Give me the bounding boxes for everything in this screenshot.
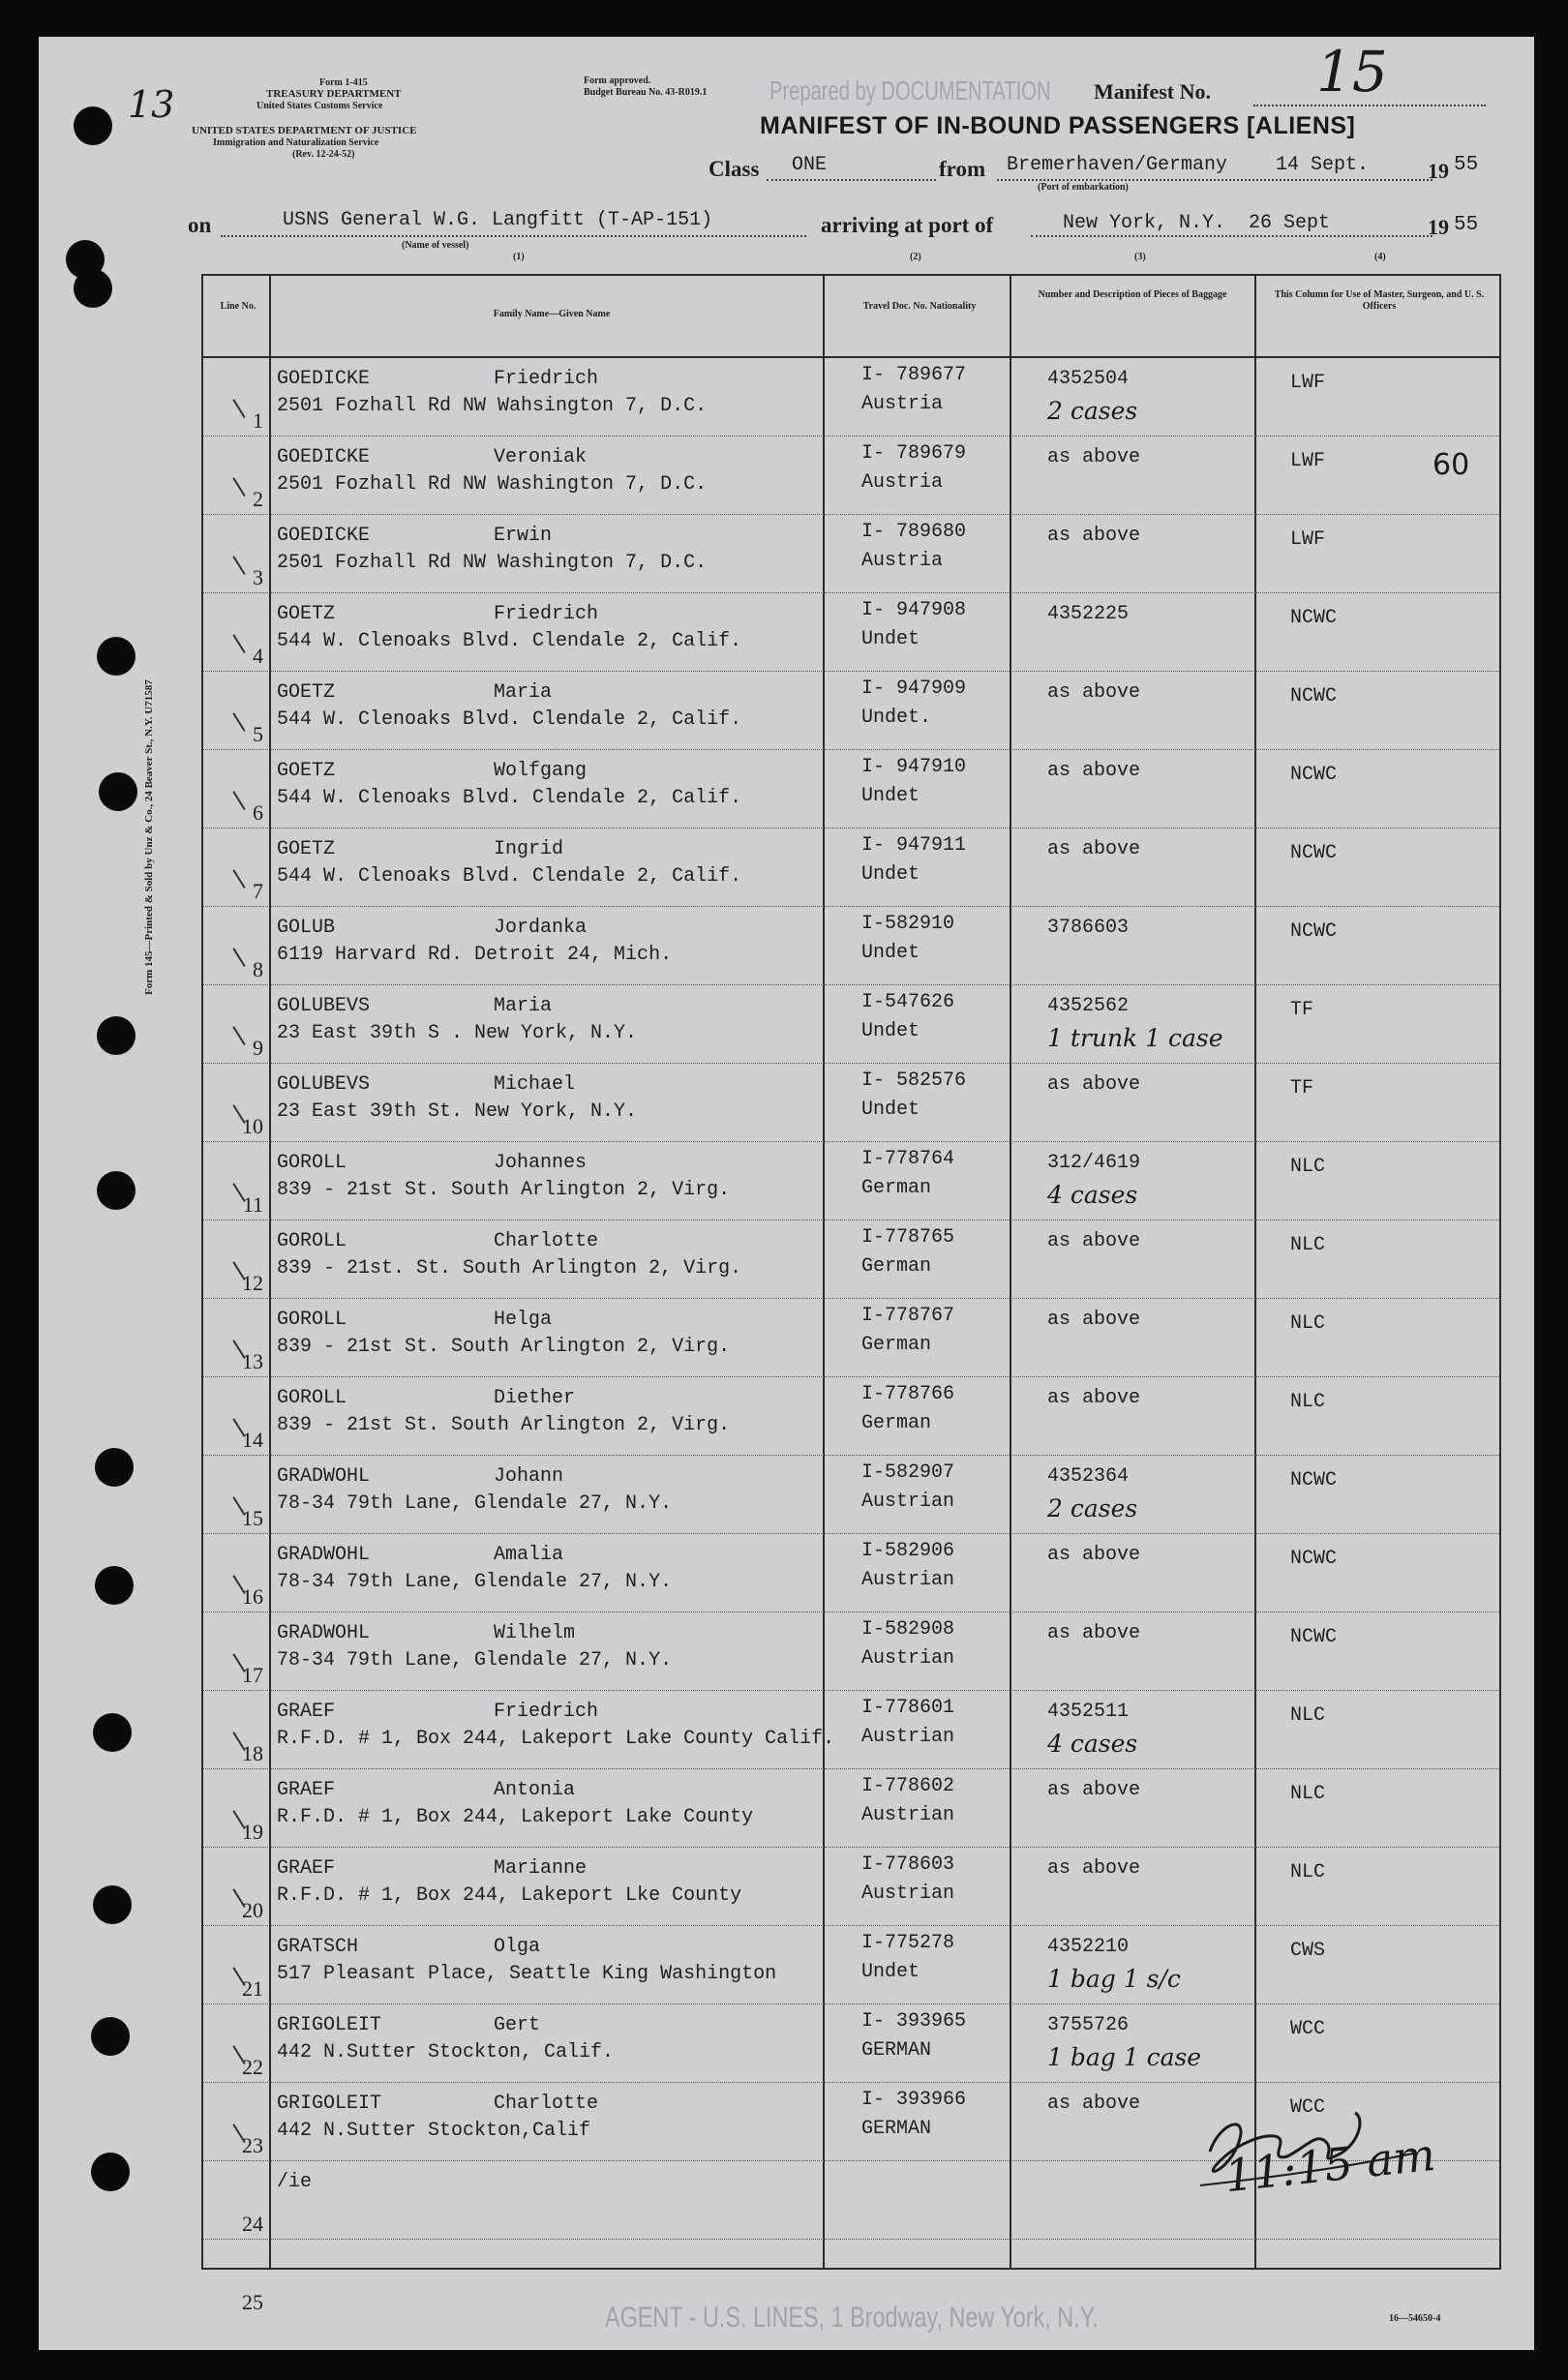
family-name: GRADWOHL	[277, 1622, 371, 1644]
officer-code: NLC	[1290, 1312, 1326, 1335]
travel-doc-number: I- 789680	[861, 521, 967, 543]
table-row	[203, 1926, 1499, 2004]
baggage-number: 4352562	[1047, 995, 1130, 1017]
vessel-caption: (Name of vessel)	[402, 240, 469, 251]
officer-code: NLC	[1290, 1704, 1326, 1727]
baggage-note: 4 cases	[1047, 1181, 1138, 1209]
given-name: Jordanka	[494, 917, 588, 939]
given-name: Amalia	[494, 1544, 564, 1566]
table-row	[203, 1377, 1499, 1456]
baggage-note: 2 cases	[1047, 397, 1138, 425]
table-row	[203, 672, 1499, 750]
officer-code: WCC	[1290, 2018, 1326, 2040]
family-name: GOLUBEVS	[277, 995, 371, 1017]
line-number: 11	[242, 1192, 263, 1217]
travel-doc-number: I-582906	[861, 1540, 955, 1562]
officer-code: LWF	[1290, 450, 1326, 472]
baggage-number: 4352210	[1047, 1936, 1130, 1958]
baggage-number: 312/4619	[1047, 1152, 1141, 1174]
travel-doc-number: I-778602	[861, 1775, 955, 1797]
arrival-line	[1031, 235, 1432, 237]
binder-hole	[95, 1566, 134, 1605]
binder-hole	[91, 2153, 130, 2191]
baggage-number: as above	[1047, 681, 1141, 704]
nationality: Austrian	[861, 1491, 955, 1513]
table-row	[203, 907, 1499, 985]
travel-doc-number: I-582910	[861, 913, 955, 935]
line-number: 21	[242, 1976, 263, 2001]
manifest-page	[39, 37, 1534, 2350]
departure-year-prefix: 19	[1428, 159, 1449, 183]
page-number: 15	[1316, 39, 1388, 105]
side-imprint: Form 145—Printed & Sold by Unz & Co., 24 Beaver St., N.Y. U71587	[143, 679, 155, 995]
given-name: Wolfgang	[494, 760, 588, 782]
travel-doc-number: I-778601	[861, 1697, 955, 1719]
baggage-number: as above	[1047, 760, 1141, 782]
treasury-department: TREASURY DEPARTMENT	[266, 88, 402, 100]
baggage-number: 4352511	[1047, 1701, 1130, 1723]
arrival-date: 26 Sept	[1249, 212, 1331, 234]
line-number: 22	[242, 2055, 263, 2079]
family-name: GOETZ	[277, 838, 336, 860]
officer-code: WCC	[1290, 2096, 1326, 2119]
line-number: 8	[253, 957, 263, 981]
line-number: 5	[253, 722, 263, 746]
family-name: GOROLL	[277, 1387, 347, 1409]
nationality: Austrian	[861, 1883, 955, 1905]
officer-code: LWF	[1290, 528, 1326, 551]
binder-hole	[74, 269, 112, 308]
address: 23 East 39th St. New York, N.Y.	[277, 1100, 638, 1123]
officer-code: NCWC	[1290, 607, 1338, 629]
baggage-number: as above	[1047, 1544, 1141, 1566]
arrival-port: New York, N.Y.	[1063, 212, 1226, 234]
address: 78-34 79th Lane, Glendale 27, N.Y.	[277, 1571, 673, 1593]
travel-doc-number: I-778603	[861, 1853, 955, 1876]
address: R.F.D. # 1, Box 244, Lakeport Lake County	[277, 1806, 754, 1828]
address: 544 W. Clenoaks Blvd. Clendale 2, Calif.	[277, 865, 742, 888]
passenger-table	[201, 274, 1501, 2314]
table-row	[203, 593, 1499, 672]
line-number: 14	[242, 1428, 263, 1452]
given-name: Friedrich	[494, 603, 599, 625]
line-number: 7	[253, 879, 263, 903]
table-row	[203, 1299, 1499, 1377]
baggage-number: as above	[1047, 525, 1141, 547]
nationality: Undet	[861, 628, 920, 650]
column-number: (2)	[910, 252, 921, 262]
given-name: Wilhelm	[494, 1622, 576, 1644]
on-label: on	[188, 213, 212, 237]
given-name: Friedrich	[494, 1701, 599, 1723]
family-name: GOROLL	[277, 1230, 347, 1252]
line-number: 15	[242, 1506, 263, 1530]
form-number: Form 1-415	[319, 77, 368, 88]
address: 2501 Fozhall Rd NW Washington 7, D.C.	[277, 473, 708, 496]
line-number: 16	[242, 1584, 263, 1609]
baggage-note: 1 trunk 1 case	[1047, 1024, 1223, 1052]
given-name: Olga	[494, 1936, 541, 1958]
baggage-number: as above	[1047, 838, 1141, 860]
vessel-name: USNS General W.G. Langfitt (T-AP-151)	[283, 209, 713, 231]
nationality: Austria	[861, 471, 944, 494]
line-number: 23	[242, 2133, 263, 2157]
address: 839 - 21st St. South Arlington 2, Virg.	[277, 1336, 731, 1358]
line-number: 24	[242, 2212, 263, 2236]
col-header-travel-doc: Travel Doc. No. Nationality	[862, 301, 977, 312]
officer-code: TF	[1290, 999, 1314, 1021]
column-number: (1)	[513, 252, 525, 262]
nationality: GERMAN	[861, 2118, 932, 2140]
family-name: GRATSCH	[277, 1936, 359, 1958]
given-name: Helga	[494, 1309, 553, 1331]
travel-doc-number: I- 393966	[861, 2089, 967, 2111]
documentation-stamp: Prepared by DOCUMENTATION	[769, 75, 1051, 105]
family-name: GOEDICKE	[277, 525, 371, 547]
officer-code: NCWC	[1290, 764, 1338, 786]
line-number: 17	[242, 1663, 263, 1687]
line-number: 4	[253, 644, 263, 668]
port-caption: (Port of embarkation)	[1038, 182, 1129, 193]
officer-code: NCWC	[1290, 1626, 1338, 1648]
given-name: Maria	[494, 681, 553, 704]
binder-hole	[99, 772, 137, 811]
travel-doc-number: I- 947908	[861, 599, 967, 621]
officer-code: NCWC	[1290, 1469, 1338, 1491]
travel-doc-number: I- 947910	[861, 756, 967, 778]
given-name: Marianne	[494, 1857, 588, 1880]
address: 78-34 79th Lane, Glendale 27, N.Y.	[277, 1649, 673, 1672]
nationality: German	[861, 1255, 932, 1278]
travel-doc-number: I-547626	[861, 991, 955, 1013]
baggage-number: 4352225	[1047, 603, 1130, 625]
given-name: Johann	[494, 1465, 564, 1488]
address: 544 W. Clenoaks Blvd. Clendale 2, Calif.	[277, 630, 742, 652]
line-number: 1	[253, 408, 263, 433]
form-approved: Form approved.	[584, 75, 651, 86]
officer-code: LWF	[1290, 372, 1326, 394]
binder-hole	[93, 1885, 132, 1924]
table-row	[203, 1064, 1499, 1142]
table-row	[203, 1456, 1499, 1534]
officer-code: NCWC	[1290, 842, 1338, 864]
family-name: GRIGOLEIT	[277, 2093, 382, 2115]
margin-number: 13	[128, 83, 175, 126]
table-row	[203, 750, 1499, 828]
baggage-note: 1 bag 1 s/c	[1047, 1965, 1181, 1993]
table-row	[203, 1534, 1499, 1612]
address: 442 N.Sutter Stockton, Calif.	[277, 2041, 615, 2064]
line-number: 19	[242, 1820, 263, 1844]
given-name: Friedrich	[494, 368, 599, 390]
agent-stamp: AGENT - U.S. LINES, 1 Brodway, New York, N.Y.	[605, 2302, 1099, 2334]
address: R.F.D. # 1, Box 244, Lakeport Lake County Calif.	[277, 1728, 835, 1750]
nationality: Undet	[861, 785, 920, 807]
class-line	[767, 179, 936, 181]
baggage-number: as above	[1047, 1309, 1141, 1331]
address: 544 W. Clenoaks Blvd. Clendale 2, Calif.	[277, 708, 742, 731]
family-name: GOROLL	[277, 1309, 347, 1331]
binder-hole	[74, 106, 112, 145]
nationality: Austrian	[861, 1726, 955, 1748]
column-number: (4)	[1374, 252, 1386, 262]
nationality: Undet	[861, 1099, 920, 1121]
table-row	[203, 828, 1499, 907]
address: 6119 Harvard Rd. Detroit 24, Mich.	[277, 944, 673, 966]
table-row	[203, 1848, 1499, 1926]
nationality: Austrian	[861, 1569, 955, 1591]
binder-hole	[97, 1171, 136, 1210]
family-name: GRAEF	[277, 1779, 336, 1801]
baggage-number: as above	[1047, 1622, 1141, 1644]
given-name: Antonia	[494, 1779, 576, 1801]
given-name: Michael	[494, 1073, 576, 1096]
nationality: German	[861, 1412, 932, 1434]
nationality: Austrian	[861, 1647, 955, 1670]
table-row	[203, 1612, 1499, 1691]
manifest-no-label: Manifest No.	[1094, 79, 1211, 104]
binder-hole	[93, 1713, 132, 1752]
given-name: Ingrid	[494, 838, 564, 860]
from-value: Bremerhaven/Germany	[1007, 154, 1228, 176]
table-row	[203, 515, 1499, 593]
nationality: German	[861, 1177, 932, 1199]
table-row	[203, 437, 1499, 515]
nationality: Austria	[861, 550, 944, 572]
baggage-number: as above	[1047, 446, 1141, 468]
baggage-number: as above	[1047, 2093, 1141, 2115]
line-number: 20	[242, 1898, 263, 1922]
address: 544 W. Clenoaks Blvd. Clendale 2, Calif.	[277, 787, 742, 809]
baggage-number: 4352504	[1047, 368, 1130, 390]
given-name: Veroniak	[494, 446, 588, 468]
table-row	[203, 1220, 1499, 1299]
family-name: /ie	[277, 2171, 313, 2193]
col-header-line-no: Line No.	[220, 301, 256, 312]
nationality: GERMAN	[861, 2039, 932, 2062]
line-number: 9	[253, 1036, 263, 1060]
given-name: Erwin	[494, 525, 553, 547]
line-number: 18	[242, 1741, 263, 1765]
nationality: Undet.	[861, 707, 932, 729]
baggage-number: 3755726	[1047, 2014, 1130, 2036]
officer-code: TF	[1290, 1077, 1314, 1100]
given-name: Diether	[494, 1387, 576, 1409]
family-name: GRAEF	[277, 1701, 336, 1723]
nationality: Undet	[861, 863, 920, 886]
justice-department: UNITED STATES DEPARTMENT OF JUSTICE	[192, 125, 417, 136]
from-label: from	[939, 157, 986, 181]
baggage-number: as above	[1047, 1230, 1141, 1252]
line-number: 12	[242, 1271, 263, 1295]
baggage-number: as above	[1047, 1779, 1141, 1801]
nationality: Austria	[861, 393, 944, 415]
travel-doc-number: I- 582576	[861, 1069, 967, 1092]
officer-code: NCWC	[1290, 685, 1338, 708]
arriving-label: arriving at port of	[821, 213, 994, 237]
nationality: Undet	[861, 1020, 920, 1042]
baggage-note: 2 cases	[1047, 1494, 1138, 1522]
officer-code: NLC	[1290, 1391, 1326, 1413]
travel-doc-number: I-582908	[861, 1618, 955, 1641]
class-value: ONE	[792, 154, 828, 176]
manifest-title: MANIFEST OF IN-BOUND PASSENGERS [ALIENS]	[760, 112, 1356, 139]
arrival-year-prefix: 19	[1428, 215, 1449, 239]
col-header-officers: This Column for Use of Master, Surgeon, and U. S. Officers	[1274, 289, 1485, 312]
line-number: 2	[253, 487, 263, 511]
officer-code: NCWC	[1290, 920, 1338, 943]
family-name: GRADWOHL	[277, 1544, 371, 1566]
address: 839 - 21st St. South Arlington 2, Virg.	[277, 1414, 731, 1436]
col-header-name: Family Name—Given Name	[493, 309, 611, 319]
given-name: Maria	[494, 995, 553, 1017]
travel-doc-number: I- 393965	[861, 2010, 967, 2033]
baggage-number: as above	[1047, 1073, 1141, 1096]
officer-code: NLC	[1290, 1783, 1326, 1805]
travel-doc-number: I-778764	[861, 1148, 955, 1170]
baggage-note: 1 bag 1 case	[1047, 2043, 1202, 2071]
line-number: 13	[242, 1349, 263, 1373]
officer-code: NLC	[1290, 1861, 1326, 1883]
line-number: 25	[242, 2290, 263, 2314]
departure-year: 55	[1454, 154, 1479, 176]
nationality: German	[861, 1334, 932, 1356]
address: 2501 Fozhall Rd NW Washington 7, D.C.	[277, 552, 708, 574]
revision-date: (Rev. 12-24-52)	[292, 149, 355, 160]
officer-code: NLC	[1290, 1234, 1326, 1256]
given-name: Charlotte	[494, 1230, 599, 1252]
baggage-number: as above	[1047, 1857, 1141, 1880]
margin-mark: 60	[1432, 448, 1470, 482]
officer-code: NLC	[1290, 1156, 1326, 1178]
family-name: GOROLL	[277, 1152, 347, 1174]
time-note: 11:15 am	[1221, 2127, 1438, 2203]
immigration-service: Immigration and Naturalization Service	[213, 137, 379, 148]
family-name: GOEDICKE	[277, 368, 371, 390]
from-line	[997, 179, 1432, 181]
line-number: 6	[253, 800, 263, 825]
table-row	[203, 1769, 1499, 1848]
travel-doc-number: I-582907	[861, 1461, 955, 1484]
travel-doc-number: I-778765	[861, 1226, 955, 1249]
baggage-number: as above	[1047, 1387, 1141, 1409]
baggage-number: 3786603	[1047, 917, 1130, 939]
customs-service: United States Customs Service	[256, 101, 383, 111]
travel-doc-number: I- 789677	[861, 364, 967, 386]
family-name: GRADWOHL	[277, 1465, 371, 1488]
address: 839 - 21st St. South Arlington 2, Virg.	[277, 1179, 731, 1201]
officer-code: CWS	[1290, 1940, 1326, 1962]
column-number: (3)	[1134, 252, 1146, 262]
nationality: Austrian	[861, 1804, 955, 1826]
table-row	[203, 2004, 1499, 2083]
manifest-no-line	[1253, 105, 1486, 106]
table-row	[203, 1691, 1499, 1769]
binder-hole	[97, 637, 136, 676]
family-name: GOLUB	[277, 917, 336, 939]
class-label: Class	[709, 157, 760, 181]
given-name: Charlotte	[494, 2093, 599, 2115]
arrival-year: 55	[1454, 214, 1479, 236]
table-row	[203, 985, 1499, 1064]
col-header-baggage: Number and Description of Pieces of Baggage	[1038, 289, 1227, 300]
family-name: GOEDICKE	[277, 446, 371, 468]
departure-date: 14 Sept.	[1276, 154, 1370, 176]
binder-hole	[91, 2017, 130, 2056]
budget-bureau: Budget Bureau No. 43-R019.1	[584, 87, 708, 98]
travel-doc-number: I- 947909	[861, 678, 967, 700]
travel-doc-number: I-778767	[861, 1305, 955, 1327]
baggage-number: 4352364	[1047, 1465, 1130, 1488]
family-name: GOETZ	[277, 603, 336, 625]
family-name: GOETZ	[277, 760, 336, 782]
family-name: GOLUBEVS	[277, 1073, 371, 1096]
address: 78-34 79th Lane, Glendale 27, N.Y.	[277, 1492, 673, 1515]
address: 23 East 39th S . New York, N.Y.	[277, 1022, 638, 1044]
travel-doc-number: I- 947911	[861, 834, 967, 857]
address: 839 - 21st. St. South Arlington 2, Virg.	[277, 1257, 742, 1280]
address: 517 Pleasant Place, Seattle King Washington	[277, 1963, 777, 1985]
nationality: Undet	[861, 942, 920, 964]
vessel-line	[221, 235, 806, 237]
line-number: 3	[253, 565, 263, 589]
travel-doc-number: I-778766	[861, 1383, 955, 1405]
given-name: Gert	[494, 2014, 541, 2036]
form-code: 16—54650-4	[1389, 2313, 1441, 2324]
family-name: GRIGOLEIT	[277, 2014, 382, 2036]
family-name: GRAEF	[277, 1857, 336, 1880]
travel-doc-number: I- 789679	[861, 442, 967, 465]
travel-doc-number: I-775278	[861, 1932, 955, 1954]
officer-code: NCWC	[1290, 1548, 1338, 1570]
family-name: GOETZ	[277, 681, 336, 704]
binder-hole	[97, 1016, 136, 1055]
address: R.F.D. # 1, Box 244, Lakeport Lke County	[277, 1884, 742, 1907]
nationality: Undet	[861, 1961, 920, 1983]
baggage-note: 4 cases	[1047, 1730, 1138, 1758]
table-row	[203, 358, 1499, 437]
given-name: Johannes	[494, 1152, 588, 1174]
binder-hole	[95, 1448, 134, 1487]
line-number: 10	[242, 1114, 263, 1138]
address: 442 N.Sutter Stockton,Calif	[277, 2120, 591, 2142]
address: 2501 Fozhall Rd NW Wahsington 7, D.C.	[277, 395, 708, 417]
table-row	[203, 1142, 1499, 1220]
